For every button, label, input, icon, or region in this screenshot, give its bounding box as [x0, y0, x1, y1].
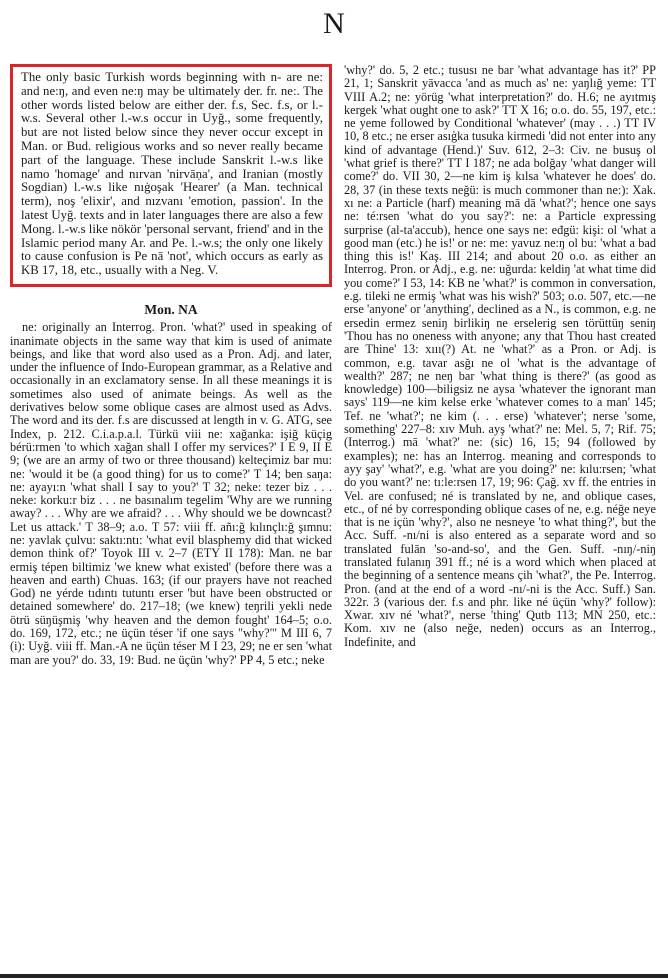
- entry-paragraph-ne: ne: originally an Interrog. Pron. 'what?' used in speaking of inanimate objects in the same way that kim is used of animate beings, and like that word also used as a Pron. Adj. and later, under the influence of Indo-European grammar, as a Relative and occasionally in an exclamatory sense. In all these meanings it is sometimes also used of animate beings. As well as the derivatives below some oblique cases are almost used as Advs. The word and its der. f.s are discussed at length in v. G. ATG, see Index, p. 212. C.i.a.p.a.l. Türkü viii ne: xağanka: işiğ küçig bérü:rmen 'to which xağan shall I offer my services?' I E 9, II E 9; (we are an army of two or three thousand) kelteçimiz bar mu: ne: 'would it be (a good thing) for us to come?' T 14; ben saŋa: ne: ayayı:n 'what shall I say to you?' T 32; neke: tezer biz . . . neke: korku:r biz . . . ne basınalım tegelim 'Why are we running away? . . . Why are we afraid? . . . Why should we be downcast? Let us attack.' T 38–9; a.o. T 57: viii ff. añı:ğ kılınçlı:ğ şımnu: ne: yavlak çulvu: saktı:ntı: 'what evil blasphemy did that wicked demon think of?' Toyok III v. 2–7 (ETY II 178): Man. ne bar ermiş tépen biltimiz 'we knew what existed' (before there was a heaven and earth) Chuas. 163; (if our prayers have not reached God) ne yérde tıdıntı tutuntı erser 'but have been obstructed or detained somewhere' do. 217–18; (we knew) teŋrili yekli nede ötrü süŋüşmiş 'why heaven and the demon fought' 164–5; o.o. do. 169, 172, etc.; ne üçün téser 'if one says "why?"' M III 6, 7 (i): Uyğ. viii ff. Man.-A ne üçün téser M I 23, 29; ne er sen 'what man are you?' do. 33, 19: Bud. ne üçün 'why?' PP 4, 5 etc.; neke: [10, 320, 332, 667]
- section-heading: Mon. NA: [144, 301, 198, 317]
- bottom-rule: [0, 974, 668, 978]
- page-heading-letter: N: [323, 7, 345, 40]
- entry-paragraph-continued: 'why?' do. 5, 2 etc.; tususı ne bar 'what advantage has it?' PP 21, 1; Sanskrit yāvacca 'and as much as' ne: yaŋlığ yeme: TT VIII A.2; ne: yörüg 'what interpretation?' do. H.6; ne ayıtmış kergek 'what ought one to ask?' TT X 16; o.o. do. 55, 197, etc.: ne yeme followed by Conditional 'whatever' (may . . .) TT IV 10, 8 etc.; ne erser asıģka tusuka kirmedi 'did not enter into any kind of advantage (Hend.)' Suv. 612, 2–3: Civ. ne busuş ol 'what grief is there?' TT I 187; ne ada bolğay 'what danger will come?' do. VII 30, 2—ne kim iş kılsa 'whatever he does' do. 28, 37 (in these texts neğü: is much commoner than ne:): Xak. xı ne: a Particle (harf) meaning mā dā 'what?'; hence one says ne: té:rsen 'what do you say?': ne: a Particle expressing surprise (al-ta'accub), hence one says ne: eđgü: kişi: ol 'what a good man (etc.) he is!' or ne: me: yavuz ne:ŋ ol bu: 'what a bad thing this is!' Kaş. III 214; and about 20 o.o. as either an Interrog. Pron. or Adj., e.g. ne: uğurda: keldiŋ 'at what time did you come?' I 53, 14: KB ne 'what?' is common in conversation, e.g. tileki ne ermiş 'what was his wish?' 503; o.o. 507, etc.—ne erse 'anyone' or 'anything', declined as a N., is common, e.g. ne ersedin ermez seniŋ birlikiŋ ne erselerig sen törüttüŋ seniŋ 'Thou has no oneness with anyone; any that Thou hast created are Thine' 13: xııı(?) At. ne 'what?' as a Pron. or Adj. is common, e.g. tavar asğı ne ol 'what is the advantage of wealth?' 287; ne neŋ bar 'what thing is there?' (as good as knowledge) 100—biligsiz ne aysa 'whatever the ignorant man says' 119—ne kim kelse erke 'whatever comes to a man' 145; Tef. ne 'what?'; ne kim (. . . erse) 'whatever'; nerse 'some, something' 227–8: xıv Muh. ayş 'what?' ne: Mel. 5, 7; Rif. 75; (Interrog.) mā 'what?' ne: (sic) 16, 15; 94 (followed by examples); ne: has an Interrog. meaning and corresponds to ayy şay' 'what?', e.g. 'what are you doing?' ne: kılu:rsen; 'what do you want?' ne: tı:le:rsen 17, 19; 96: Çağ. xv ff. the entries in Vel. are confused; né is translated by ne, and oblique cases, etc., of né by corresponding oblique cases of ne, e.g. néğe neye that is ne içün 'why?', also ne nesneye 'to what thing?', but the Acc. Suff. -nı/ni is also entered as a separate word and so translated fulān 'so-and-so', and the Gen. Suff. -nıŋ/-niŋ translated fulanıŋ 391 ff.; né is a word which when placed at the beginning of a sentence means çih 'what?', the Pe. Interrog. Pron. (and at the end of a word -nı/-ni is the Acc. Suff.) San. 322r. 3 (various der. f.s and phr. like né üçün 'why?' follow): Xwar. xıv né 'what?', nerse 'thing' Qutb 113; MN 250, etc.: Kom. xıv ne (also neğe, neden) occurs as an Interrog., Indefinite, and: [344, 63, 656, 649]
- left-column: [10, 64, 332, 667]
- highlighted-intro-box: [10, 64, 332, 287]
- intro-paragraph: The only basic Turkish words beginning with n- are ne: and ne:ŋ, and even ne:ŋ may be ultimately der. fr. ne:. The other words listed below are either der. f.s, Sec. f.s, or l.-w.s. Several other l.-w.s occur in Uyğ., some frequently, but are not listed below since they never occur except in Man. or Bud. religious works and so never really became part of the language. These include Sanskrit l.-w.s like namo 'homage' and nırvan 'nirvāṇa', and Iranian (mostly Sogdian) l.-w.s like nıġoşak 'Hearer' (a Man. technical term), noş 'elixir', and nızvanı 'emotion, passion'. In the latest Uyğ. texts and in later languages there are also a few Mong. l.-w.s like nökör 'personal servant, friend' and in the Islamic period many Ar. and Pe. l.-w.s; the only one likely to cause confusion is Pe nā 'not', which occurs as early as KB 17, 18, etc., usually with a Neg. V.: [21, 70, 323, 278]
- right-column: [344, 64, 656, 649]
